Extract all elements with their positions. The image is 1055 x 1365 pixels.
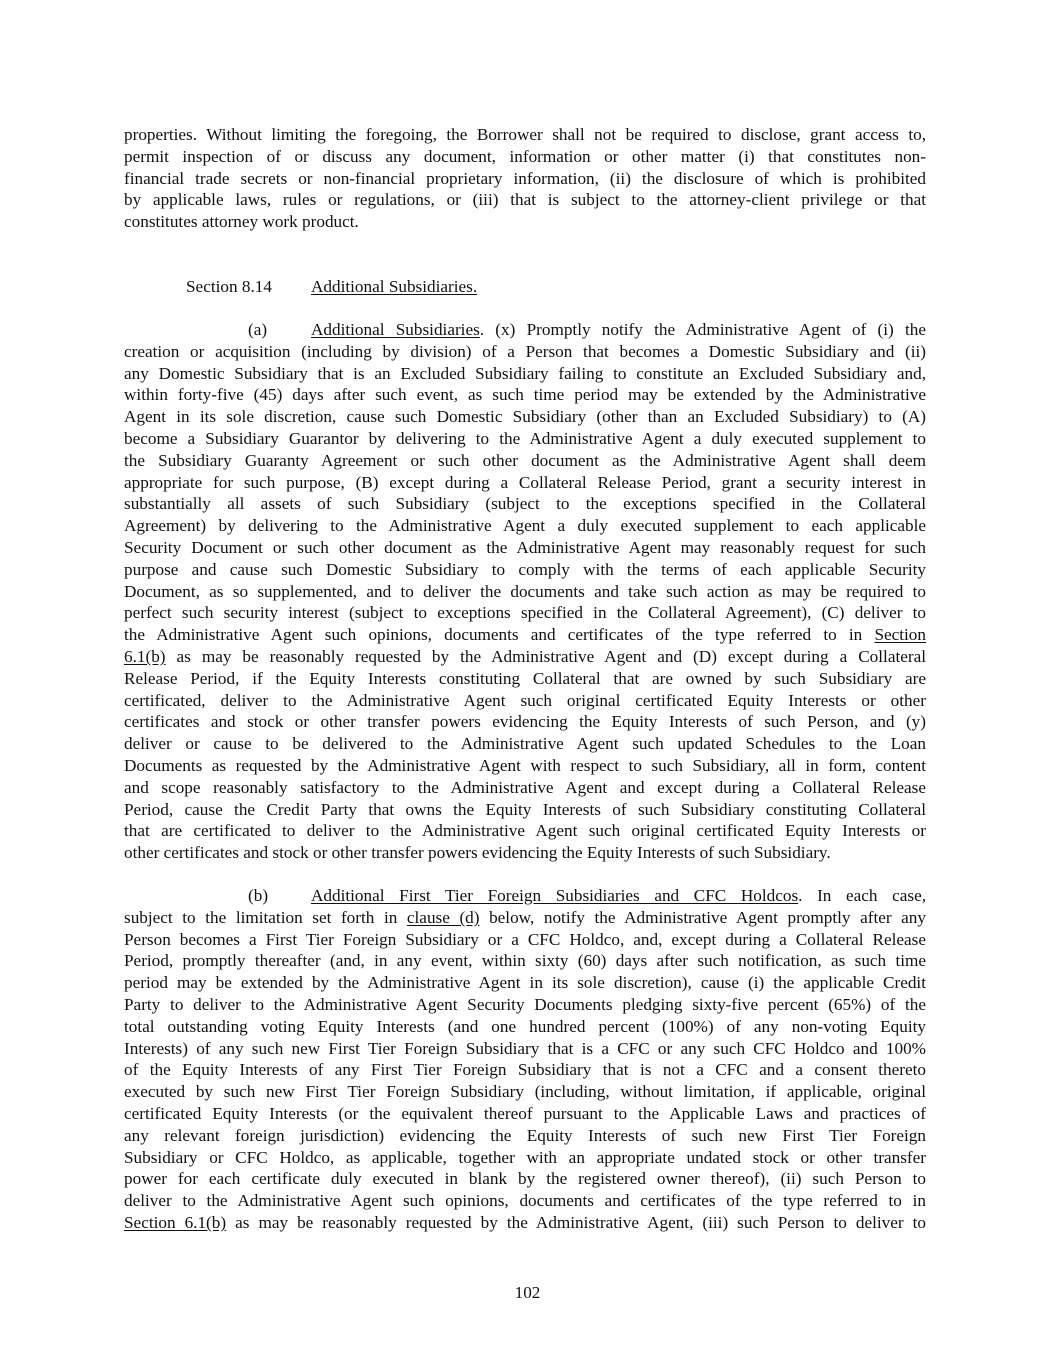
text-run: creation or acquisition (including by division) of a Person that becomes a Domestic Subsidiary and (ii)	[124, 341, 926, 361]
text-run: subject to the limitation set forth in	[124, 907, 407, 927]
text-run: as may be reasonably requested by the Administrative Agent, (iii) such Person to deliver to	[226, 1213, 926, 1232]
text-run: deliver to the Administrative Agent such opinions, documents and certificates of the type referred to in	[124, 1191, 926, 1211]
text-run: constitutes attorney work product.	[124, 212, 359, 232]
text-line	[124, 581, 926, 603]
text-run: deliver or cause to be delivered to the Administrative Agent such updated Schedules to the Loan	[124, 734, 926, 754]
line-content	[311, 885, 926, 907]
text-run: within forty-five (45) days after such event, as such time period may be extended by the Administrative	[124, 385, 926, 405]
text-run: the Subsidiary Guaranty Agreement or such other document as the Administrative Agent shall deem	[124, 450, 926, 470]
underlined-term: 6.1(b)	[124, 647, 166, 666]
text-run: power for each certificate duly executed in blank by the registered owner thereof), (ii) such Person to	[124, 1169, 926, 1189]
section-heading	[186, 276, 477, 298]
underlined-term: Additional Subsidiaries	[311, 320, 480, 339]
text-run: certificated, deliver to the Administrative Agent such original certificated Equity Interests or other	[124, 690, 926, 710]
text-line	[124, 211, 926, 233]
text-line	[124, 820, 926, 842]
text-run: properties. Without limiting the foregoing, the Borrower shall not be required to disclose, grant access to,	[124, 125, 926, 144]
text-run: Security Document or such other document as the Administrative Agent may reasonably request for such	[124, 538, 926, 557]
text-line	[124, 668, 926, 690]
text-run: . (x) Promptly notify the Administrative Agent of (i) the	[479, 320, 926, 339]
text-run: other certificates and stock or other transfer powers evidencing the Equity Interests of such Subsidiary.	[124, 843, 831, 863]
text-line	[124, 363, 926, 385]
underlined-term: Additional First Tier Foreign Subsidiaries and CFC Holdcos	[311, 886, 799, 905]
clause-label: (a)	[248, 320, 268, 339]
text-run: purpose and cause such Domestic Subsidiary to comply with the terms of each applicable Security	[124, 559, 926, 579]
text-line	[124, 189, 926, 211]
text-run: Agreement) by delivering to the Administrative Agent a duly executed supplement to each applicable	[124, 516, 926, 536]
text-run: Documents as requested by the Administrative Agent with respect to such Subsidiary, all in form, content	[124, 756, 926, 775]
text-line	[124, 777, 926, 799]
text-line	[124, 972, 926, 994]
text-run: Period, promptly thereafter (and, in any event, within sixty (60) days after such notification, as such time	[124, 951, 926, 971]
page-number: 102	[514, 1283, 541, 1302]
section-title: Additional Subsidiaries.	[311, 277, 478, 296]
text-line	[124, 1125, 926, 1147]
text-run: below, notify the Administrative Agent promptly after any	[479, 907, 926, 927]
text-line	[124, 1212, 926, 1234]
text-run: substantially all assets of such Subsidiary (subject to the exceptions specified in the Collateral	[124, 494, 926, 514]
text-run: Subsidiary or CFC Holdco, as applicable, together with an appropriate undated stock or other transfer	[124, 1147, 926, 1167]
text-run: any relevant foreign jurisdiction) evidencing the Equity Interests of such new First Tier Foreign	[124, 1125, 926, 1145]
text-run: any Domestic Subsidiary that is an Excluded Subsidiary failing to constitute an Excluded Subsidiary and,	[124, 363, 926, 383]
text-line	[124, 1103, 926, 1125]
text-run: Interests) of any such new First Tier Foreign Subsidiary that is a CFC or any such CFC Holdco and 100%	[124, 1038, 926, 1058]
text-run: financial trade secrets or non-financial proprietary information, (ii) the disclosure of which is prohibited	[124, 168, 926, 188]
section-number: Section 8.14	[186, 277, 272, 296]
text-line	[124, 755, 926, 777]
text-line	[124, 450, 926, 472]
text-line	[124, 907, 926, 929]
text-line	[248, 885, 926, 907]
text-run: executed by such new First Tier Foreign Subsidiary (including, without limitation, if applicable, original	[124, 1082, 926, 1102]
text-line	[124, 406, 926, 428]
text-line	[124, 711, 926, 733]
text-run: by applicable laws, rules or regulations, or (iii) that is subject to the attorney-client privilege or that	[124, 190, 926, 210]
text-line	[124, 1081, 926, 1103]
clause-label: (b)	[248, 886, 269, 905]
text-line	[124, 515, 926, 537]
text-run: Release Period, if the Equity Interests constituting Collateral that are owned by such Subsidiary are	[124, 668, 926, 688]
line-content	[311, 319, 926, 341]
text-run: total outstanding voting Equity Interests (and one hundred percent (100%) of any non-voting Equity	[124, 1016, 926, 1036]
text-line	[124, 124, 926, 146]
underlined-term: clause (d)	[406, 907, 480, 927]
text-line	[124, 842, 926, 864]
text-line	[124, 493, 926, 515]
text-run: the Administrative Agent such opinions, documents and certificates of the type referred to in	[124, 625, 875, 645]
text-run: that are certificated to deliver to the Administrative Agent such original certificated Equity Interests or	[124, 821, 926, 841]
text-line	[124, 929, 926, 951]
text-line	[124, 428, 926, 450]
text-line	[124, 559, 926, 581]
text-run: of the Equity Interests of any First Tier Foreign Subsidiary that is not a CFC and a consent thereto	[124, 1060, 926, 1080]
text-run: Agent in its sole discretion, cause such Domestic Subsidiary (other than an Excluded Subsidiary) to (A)	[124, 407, 926, 427]
text-run: period may be extended by the Administrative Agent in its sole discretion), cause (i) the applicable Credit	[124, 973, 926, 993]
text-line	[124, 602, 926, 624]
text-line	[124, 537, 926, 559]
text-run: Person becomes a First Tier Foreign Subsidiary or a CFC Holdco, and, except during a Collateral Release	[124, 929, 926, 949]
text-run: perfect such security interest (subject to exceptions specified in the Collateral Agreement), (C) deliver to	[124, 603, 926, 623]
text-run: become a Subsidiary Guarantor by delivering to the Administrative Agent a duly executed supplement to	[124, 429, 926, 448]
text-line	[124, 1016, 926, 1038]
text-run: as may be reasonably requested by the Administrative Agent and (D) except during a Collateral	[165, 647, 926, 666]
text-run: and scope reasonably satisfactory to the Administrative Agent and except during a Collateral Release	[124, 777, 926, 797]
text-line	[124, 146, 926, 168]
text-line	[124, 1038, 926, 1060]
text-line	[124, 1190, 926, 1212]
text-line	[124, 1168, 926, 1190]
text-run: Document, as so supplemented, and to deliver the documents and take such action as may be required to	[124, 581, 926, 601]
text-line	[124, 168, 926, 190]
text-run: Party to deliver to the Administrative Agent Security Documents pledging sixty-five percent (65%) of the	[124, 995, 926, 1014]
text-line	[124, 1059, 926, 1081]
text-run: appropriate for such purpose, (B) except during a Collateral Release Period, grant a security interest in	[124, 472, 926, 492]
text-line	[124, 624, 926, 646]
text-line	[124, 472, 926, 494]
text-line	[124, 950, 926, 972]
text-line	[124, 1147, 926, 1169]
text-line	[124, 384, 926, 406]
text-line	[124, 799, 926, 821]
text-run: permit inspection of or discuss any document, information or other matter (i) that constitutes non-	[124, 146, 926, 166]
text-line	[248, 319, 926, 341]
text-run: certificates and stock or other transfer powers evidencing the Equity Interests of such Person, and (y)	[124, 712, 926, 732]
text-line	[124, 994, 926, 1016]
text-run: . In each case,	[798, 886, 926, 905]
underlined-term: Section	[874, 625, 926, 645]
text-run: certificated Equity Interests (or the equivalent thereof pursuant to the Applicable Laws and practices of	[124, 1104, 926, 1123]
text-line	[124, 733, 926, 755]
text-line	[124, 690, 926, 712]
underlined-term: Section 6.1(b)	[124, 1213, 227, 1232]
text-run: Period, cause the Credit Party that owns the Equity Interests of such Subsidiary constituting Collateral	[124, 799, 926, 819]
text-line	[124, 341, 926, 363]
text-line	[124, 646, 926, 668]
